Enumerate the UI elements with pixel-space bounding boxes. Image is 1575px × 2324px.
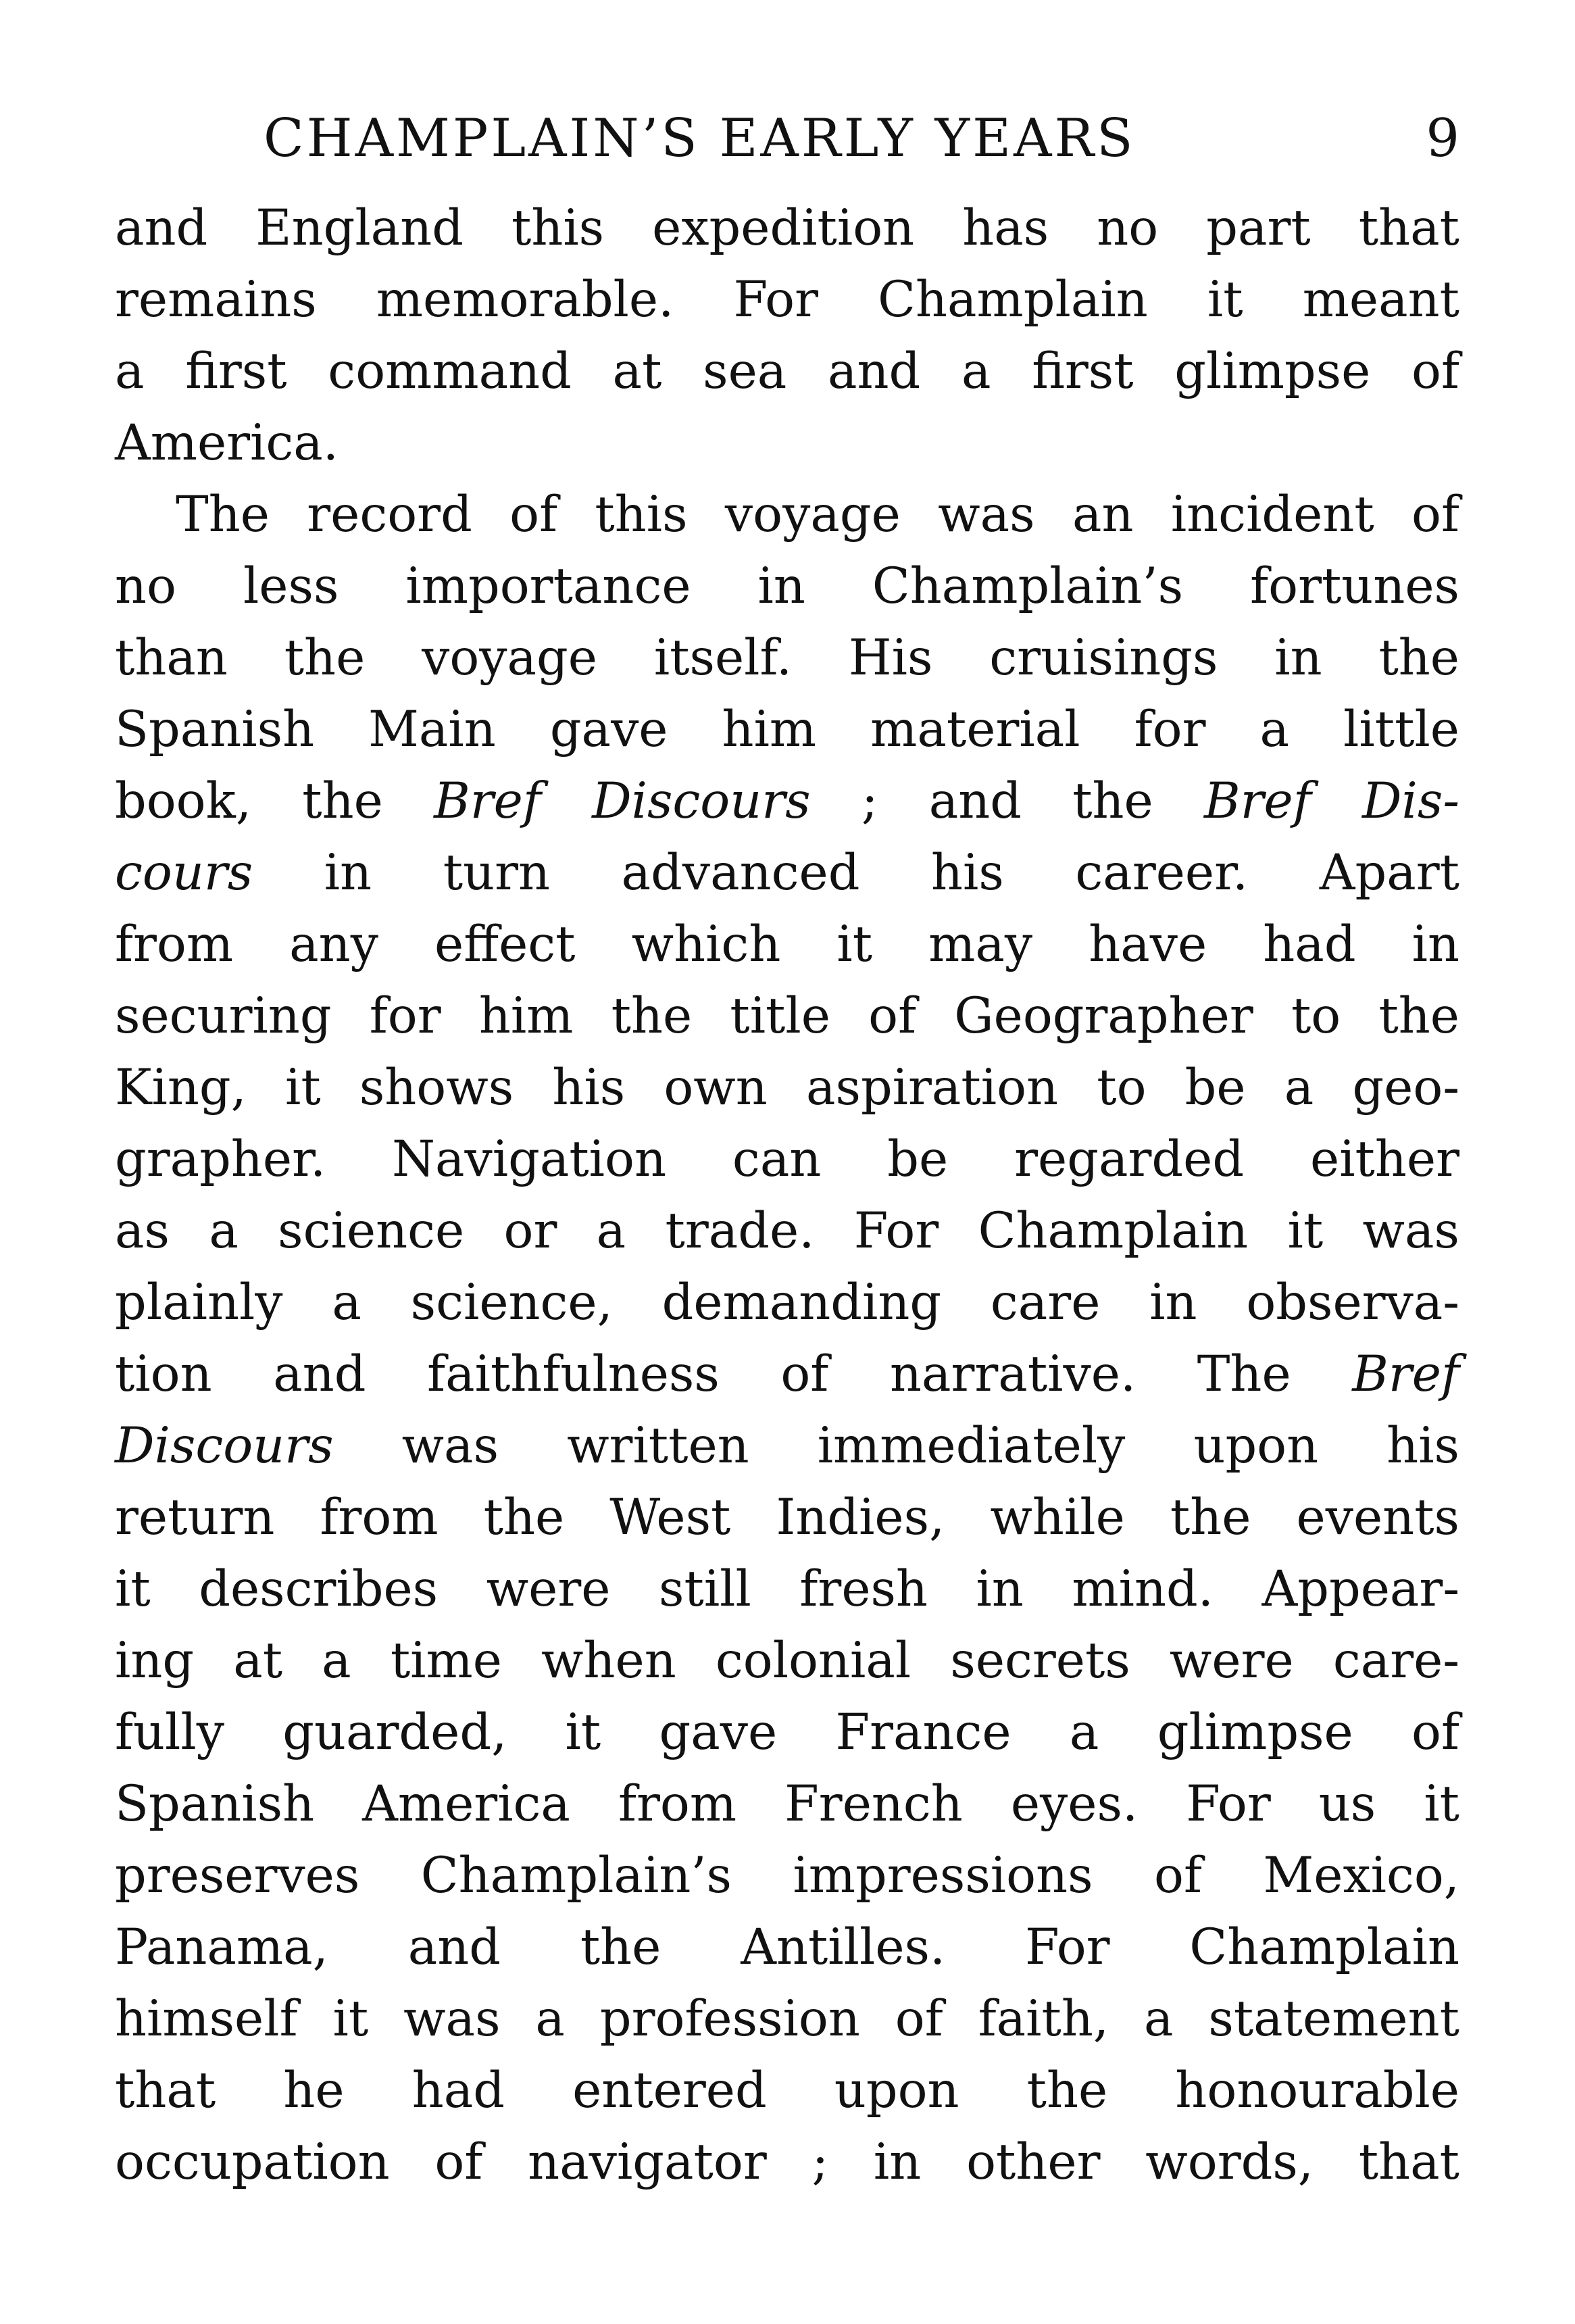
text-line: plainly a science, demanding care in observa- <box>115 1274 1459 1331</box>
text-segment: was written immediately upon his <box>333 1417 1459 1475</box>
text-line: occupation of navigator ; in other words, that <box>115 2133 1459 2191</box>
text-line: return from the West Indies, while the events <box>115 1489 1459 1546</box>
text-line: from any effect which it may have had in <box>115 916 1459 973</box>
text-line: preserves Champlain’s impressions of Mexico, <box>115 1847 1459 1904</box>
text-segment: tion and faithfulness of narrative. The <box>115 1345 1353 1403</box>
text-line: no less importance in Champlain’s fortunes <box>115 558 1459 615</box>
text-line: The record of this voyage was an incident of <box>176 486 1459 543</box>
text-line: America. <box>115 414 339 472</box>
text-line: and England this expedition has no part that <box>115 199 1459 257</box>
text-line <box>115 1410 1459 1482</box>
text-segment: ; and the <box>810 772 1204 830</box>
text-line: grapher. Navigation can be regarded either <box>115 1131 1459 1188</box>
text-line: as a science or a trade. For Champlain it was <box>115 1202 1459 1260</box>
book-title-italic: Discours <box>115 1417 334 1475</box>
text-line <box>115 1339 1459 1410</box>
text-line: a first command at sea and a first glimpse of <box>115 343 1459 400</box>
text-line: himself it was a profession of faith, a statement <box>115 1990 1459 2048</box>
text-line: than the voyage itself. His cruisings in the <box>115 629 1459 687</box>
text-line: that he had entered upon the honourable <box>115 2062 1459 2119</box>
text-segment: in turn advanced his career. Apart <box>253 844 1459 901</box>
book-title-italic: Bref Dis- <box>1204 772 1459 830</box>
running-head <box>115 101 1459 176</box>
text-line: remains memorable. For Champlain it meant <box>115 271 1459 328</box>
text-line: it describes were still fresh in mind. Appear- <box>115 1560 1459 1618</box>
text-line: ing at a time when colonial secrets were care- <box>115 1632 1459 1689</box>
body-text <box>115 193 1459 2198</box>
text-line: Spanish Main gave him material for a little <box>115 701 1459 758</box>
running-title: CHAMPLAIN’S EARLY YEARS <box>264 108 1136 169</box>
text-line: fully guarded, it gave France a glimpse of <box>115 1704 1459 1761</box>
book-title-italic: Bref <box>1352 1345 1459 1403</box>
text-line <box>115 766 1459 837</box>
book-title-italic: Bref Discours <box>434 772 811 830</box>
text-line: securing for him the title of Geographer to the <box>115 987 1459 1045</box>
text-line <box>115 837 1459 909</box>
text-line: Panama, and the Antilles. For Champlain <box>115 1919 1459 1976</box>
book-title-italic: cours <box>115 844 253 901</box>
text-line: Spanish America from French eyes. For us it <box>115 1775 1459 1833</box>
page-number: 9 <box>1426 108 1459 169</box>
text-line: King, it shows his own aspiration to be a geo- <box>115 1059 1459 1116</box>
text-segment: book, the <box>115 772 434 830</box>
